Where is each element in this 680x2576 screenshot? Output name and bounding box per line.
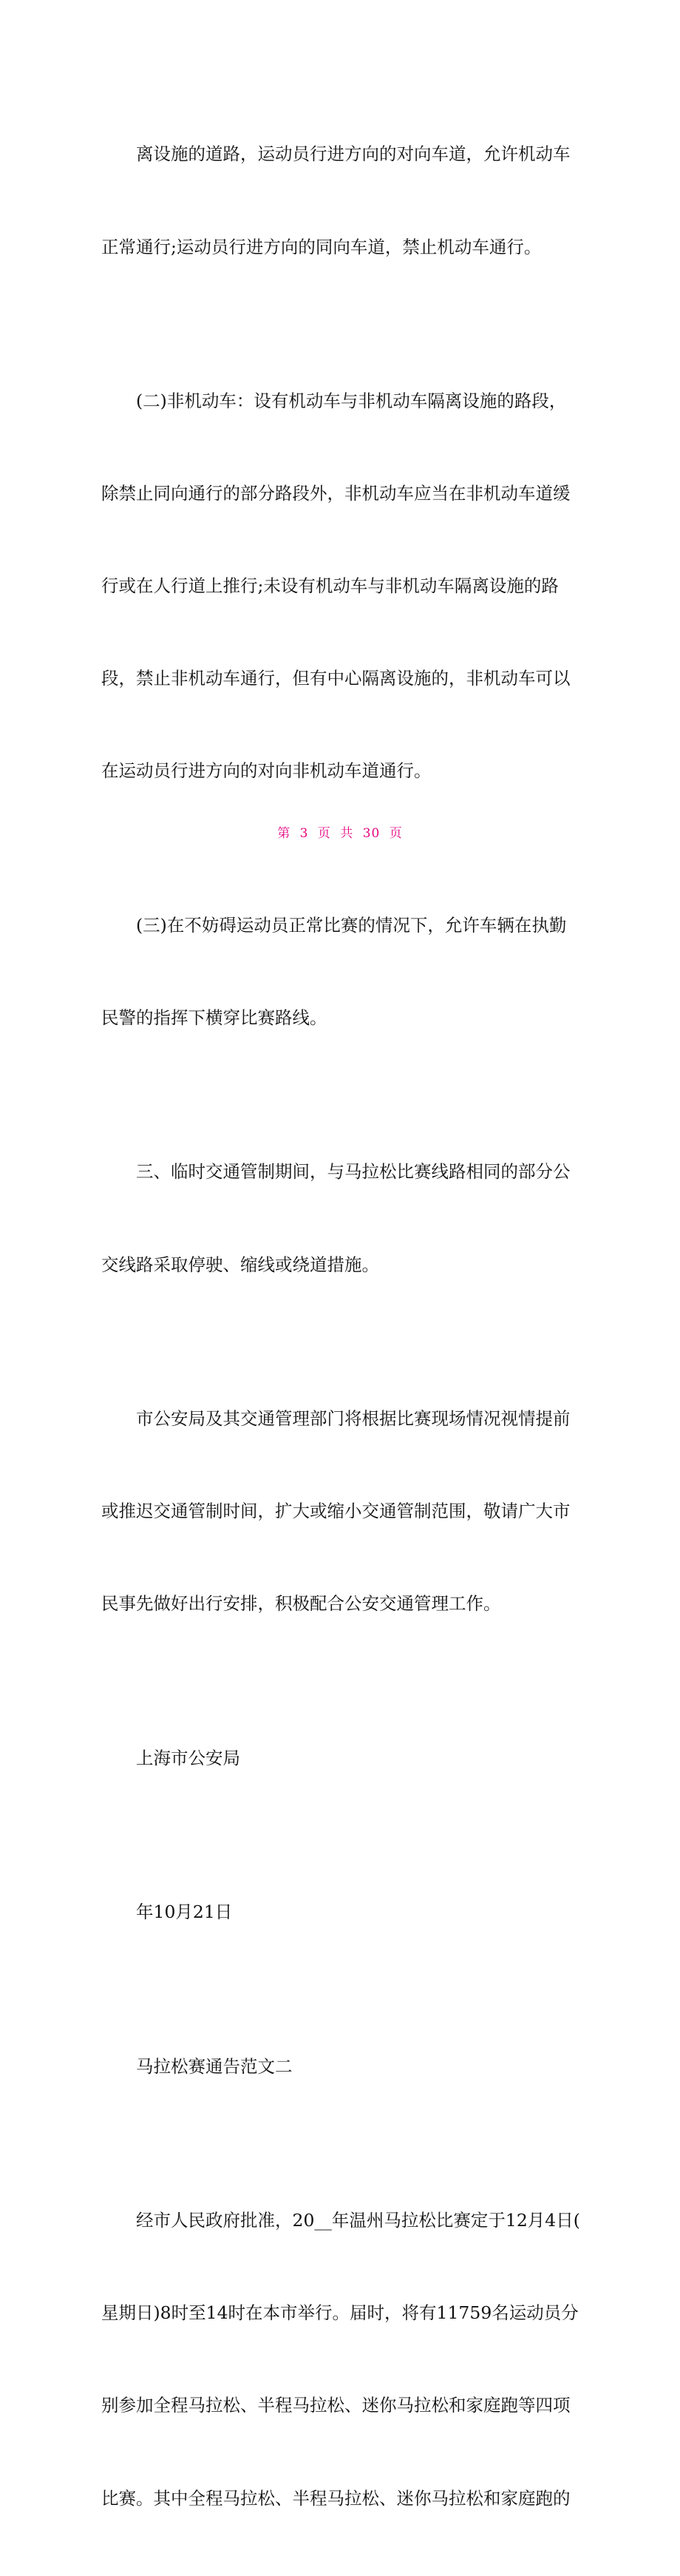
text-line: 离设施的道路，运动员行进方向的对向车道，允许机动车 <box>136 143 571 165</box>
text-line: 市公安局及其交通管理部门将根据比赛现场情况视情提前 <box>136 1408 571 1430</box>
paragraph-adjustment-notice <box>101 1342 580 1682</box>
text-line: (三)在不妨碍运动员正常比赛的情况下，允许车辆在执勤 <box>136 914 567 936</box>
text-line: 经市人民政府批准，20__年温州马拉松比赛定于12月4日( <box>136 2210 580 2231</box>
footer-label-total: 共 <box>340 826 354 841</box>
paragraph-crossing <box>101 848 580 1095</box>
text-line: 民事先做好出行安排，积极配合公安交通管理工作。 <box>101 1593 501 1615</box>
text-line: 民警的指挥下横穿比赛路线。 <box>101 1007 327 1028</box>
text-line: 星期日)8时至14时在本市举行。届时，将有11759名运动员分 <box>101 2302 579 2324</box>
text-line: 正常通行;运动员行进方向的同向车道，禁止机动车通行。 <box>101 236 542 257</box>
paragraph-non-motor-vehicles <box>101 325 580 849</box>
text-line: 行或在人行道上推行;未设有机动车与非机动车隔离设施的路 <box>101 575 559 597</box>
text-line: 在运动员行进方向的对向非机动车道通行。 <box>101 760 432 782</box>
section-title: 马拉松赛通告范文二 <box>136 2055 293 2077</box>
footer-label-unit: 页 <box>317 826 331 841</box>
footer-label-page: 第 <box>277 826 291 841</box>
text-line: (二)非机动车：设有机动车与非机动车隔离设施的路段， <box>136 391 567 411</box>
signature-issuer <box>101 1681 580 1836</box>
text-line: 交线路采取停驶、缩线或绕道措施。 <box>101 1254 379 1275</box>
section-heading <box>101 1990 580 2144</box>
issuer-name: 上海市公安局 <box>136 1747 240 1768</box>
footer-total-pages: 30 <box>362 826 381 841</box>
text-line: 除禁止同向通行的部分路段外，非机动车应当在非机动车道缓 <box>101 483 571 504</box>
signature-date <box>101 1836 580 1990</box>
document-body <box>101 78 580 2576</box>
issue-date: 年10月21日 <box>136 1901 233 1923</box>
paragraph-continuation <box>101 78 580 325</box>
footer-label-unit-2: 页 <box>389 826 403 841</box>
paragraph-wenzhou-marathon <box>101 2144 580 2576</box>
paragraph-bus-lines <box>101 1095 580 1342</box>
text-line: 比赛。其中全程马拉松、半程马拉松、迷你马拉松和家庭跑的 <box>101 2487 571 2509</box>
text-line: 段，禁止非机动车通行，但有中心隔离设施的，非机动车可以 <box>101 668 571 689</box>
footer-current-page: 3 <box>299 826 309 841</box>
text-line: 或推迟交通管制时间，扩大或缩小交通管制范围，敬请广大市 <box>101 1501 571 1522</box>
text-line: 三、临时交通管制期间，与马拉松比赛线路相同的部分公 <box>136 1161 571 1183</box>
page-footer <box>0 822 680 841</box>
text-line: 别参加全程马拉松、半程马拉松、迷你马拉松和家庭跑等四项 <box>101 2395 571 2416</box>
